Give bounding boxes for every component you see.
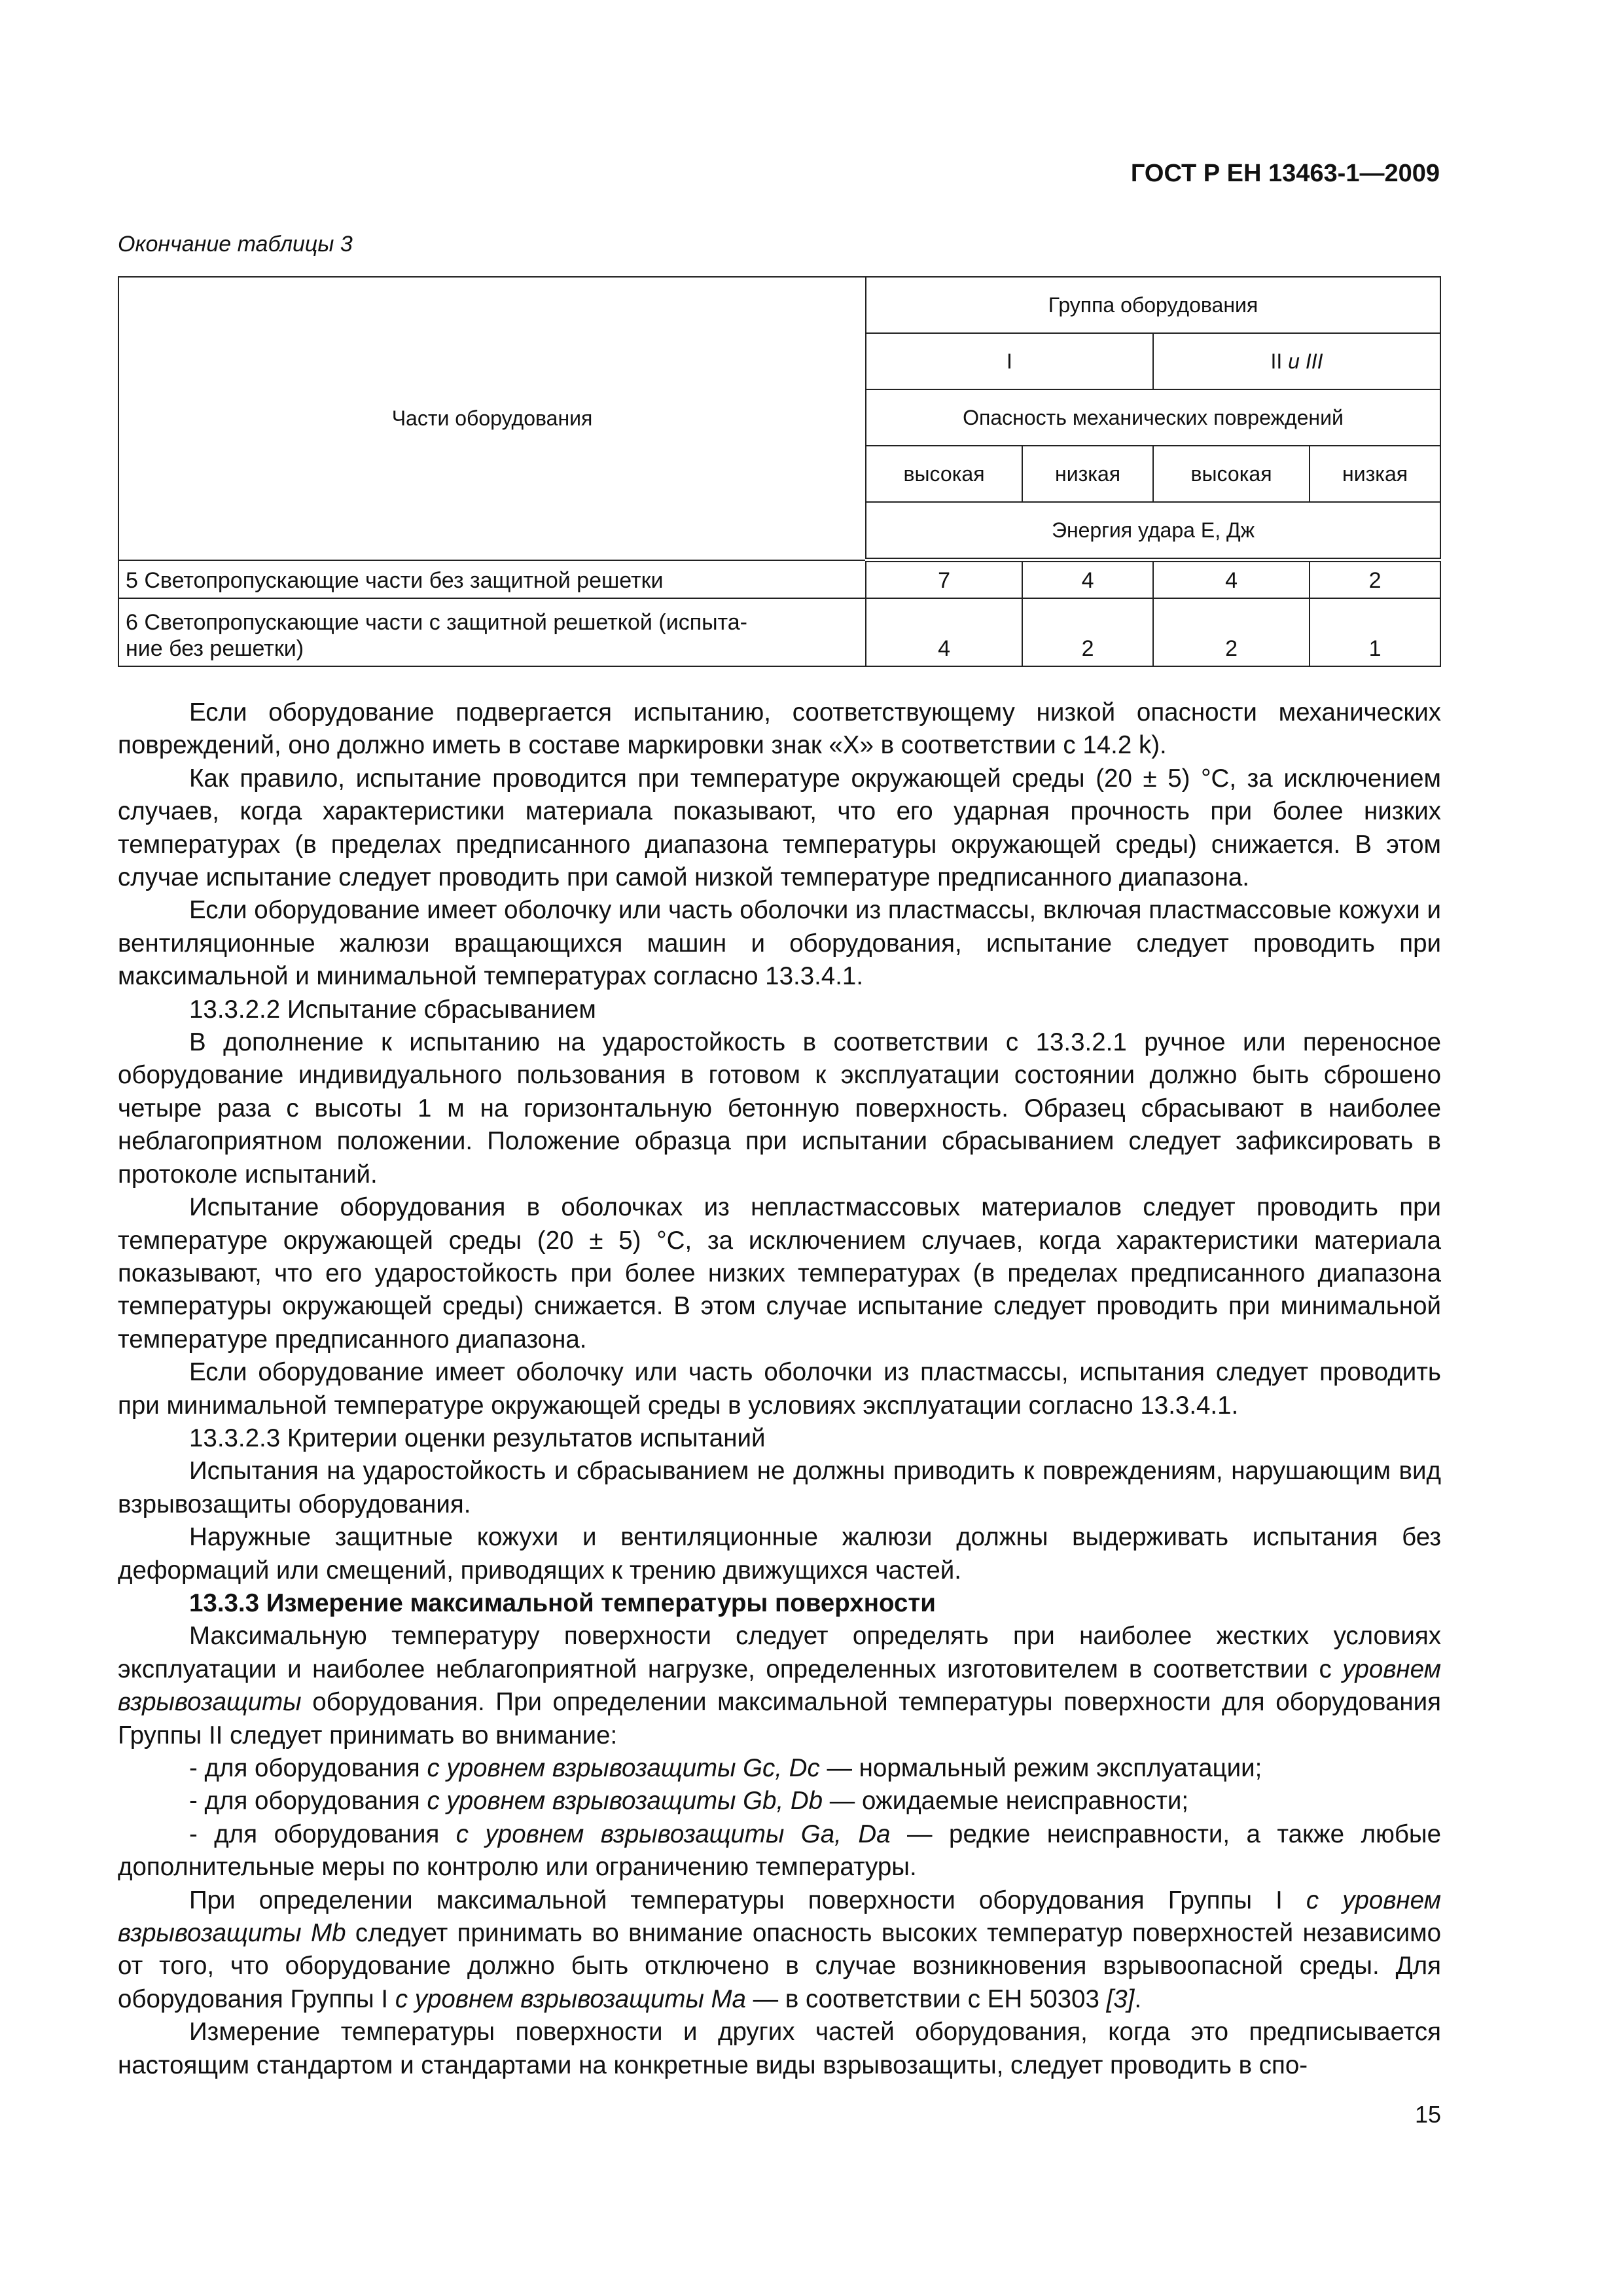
value-cell: 2 bbox=[1310, 560, 1440, 599]
document-code: ГОСТ Р ЕН 13463-1—2009 bbox=[1130, 160, 1440, 187]
paragraph: Испытания на ударостойкость и сбрасыванием не должны приводить к повреждениям, нарушающим вид взрывозащиты оборудования. bbox=[118, 1457, 1441, 1518]
paragraph: Если оборудование имеет оболочку или часть оболочки из пластмассы, включая пластмассовые кожухи и вентиляционные жалюзи вращающихся машин и оборудования, испытание следует проводить при максимальной и минимальной температурах согласно 13.3.4.1. bbox=[118, 896, 1441, 991]
paragraph: Испытание оборудования в оболочках из непластмассовых материалов следует проводить при температуре окружающей среды (20 ± 5) °С, за исключением случаев, когда характеристики материала показывают, что его ударостойкость при более низких температурах (в пределах предписанного диапазона температуры окружающей среды) снижается. В этом случае испытание следует проводить при минимальной температуре предписанного диапазона. bbox=[118, 1193, 1441, 1354]
value-cell: 7 bbox=[866, 560, 1022, 599]
hazard-header: Опасность механических повреждений bbox=[866, 389, 1440, 446]
level-low-cell: низкая bbox=[1022, 446, 1153, 502]
list-item: - для оборудования с уровнем взрывозащиты Ga, Da — редкие неисправности, а также любые дополнительные меры по контролю или ограничению температуры. bbox=[118, 1820, 1441, 1882]
value-cell: 4 bbox=[1022, 560, 1153, 599]
paragraph: В дополнение к испытанию на ударостойкость в соответствии с 13.3.2.1 ручное или переносное оборудование индивидуального пользования в готовом к эксплуатации состоянии должно быть сброшено четыре раза с высоты 1 м на горизонтальную бетонную поверхность. Образец сбрасывают в наиболее неблагоприятном положении. Положение образца при испытании сбрасыванием следует зафиксировать в протоколе испытаний. bbox=[118, 1028, 1441, 1189]
level-high-cell: высокая bbox=[866, 446, 1022, 502]
paragraph: Если оборудование имеет оболочку или часть оболочки из пластмассы, испытания следует проводить при минимальной температуре окружающей среды в условиях эксплуатации согласно 13.3.4.1. bbox=[118, 1358, 1441, 1420]
page-number: 15 bbox=[1414, 2101, 1441, 2128]
section-heading: 13.3.3 Измерение максимальной температуры поверхности bbox=[189, 1588, 936, 1617]
group-i-header: I bbox=[866, 333, 1153, 389]
group-ii-iii-header: II и III bbox=[1153, 333, 1440, 389]
table-caption: Окончание таблицы 3 bbox=[118, 232, 353, 257]
list-item: - для оборудования с уровнем взрывозащиты Gc, Dc — нормальный режим эксплуатации; bbox=[189, 1754, 1262, 1782]
paragraph: Как правило, испытание проводится при температуре окружающей среды (20 ± 5) °С, за исключением случаев, когда характеристики материала показывают, что его ударная прочность при более низких температурах (в пределах предписанного диапазона температуры окружающей среды) снижается. В этом случае испытание следует проводить при самой низкой температуре предписанного диапазона. bbox=[118, 764, 1441, 892]
table-row bbox=[118, 560, 1440, 599]
value-cell: 4 bbox=[1153, 560, 1310, 599]
value-cell: 4 bbox=[866, 598, 1022, 666]
body-text bbox=[118, 696, 1441, 2082]
table-row bbox=[118, 598, 1440, 666]
paragraph: При определении максимальной температуры поверхности оборудования Группы I с уровнем взрывозащиты Mb следует принимать во внимание опасность высоких температур поверхностей независимо от того, что оборудование должно быть отключено в случае возникновения взрывоопасной среды. Для оборудования Группы I с уровнем взрывозащиты Ma — в соответствии с ЕН 50303 [3]. bbox=[118, 1886, 1441, 2013]
paragraph: Измерение температуры поверхности и других частей оборудования, когда это предписывается настоящим стандартом и стандартами на конкретные виды взрывозащиты, следует проводить в спо- bbox=[118, 2018, 1441, 2079]
row-name-cell: 5 Светопропускающие части без защитной решетки bbox=[118, 560, 866, 599]
row-name-cell: 6 Светопропускающие части с защитной решеткой (испыта- ние без решетки) bbox=[118, 598, 866, 666]
paragraph: Максимальную температуру поверхности следует определять при наиболее жестких условиях эксплуатации и наиболее неблагоприятной нагрузке, определенных изготовителем в соответствии с уровнем взрывозащиты оборудования. При определении максимальной температуры поверхности для оборудования Группы II следует принимать во внимание: bbox=[118, 1622, 1441, 1749]
group-header: Группа оборудования bbox=[866, 277, 1440, 333]
level-low-cell: низкая bbox=[1310, 446, 1440, 502]
paragraph: Наружные защитные кожухи и вентиляционные жалюзи должны выдерживать испытания без деформаций или смещений, приводящих к трению движущихся частей. bbox=[118, 1523, 1441, 1585]
value-cell: 1 bbox=[1310, 598, 1440, 666]
parts-column-header: Части оборудования bbox=[118, 277, 866, 560]
impact-energy-table bbox=[118, 276, 1441, 667]
level-high-cell: высокая bbox=[1153, 446, 1310, 502]
subsection-heading: 13.3.2.3 Критерии оценки результатов испытаний bbox=[189, 1424, 766, 1452]
list-item: - для оборудования с уровнем взрывозащиты Gb, Db — ожидаемые неисправности; bbox=[189, 1787, 1189, 1816]
value-cell: 2 bbox=[1153, 598, 1310, 666]
subsection-heading: 13.3.2.2 Испытание сбрасыванием bbox=[189, 995, 596, 1024]
paragraph: Если оборудование подвергается испытанию, соответствующему низкой опасности механических повреждений, оно должно иметь в составе маркировки знак «X» в соответствии с 14.2 k). bbox=[118, 698, 1441, 760]
energy-header: Энергия удара E, Дж bbox=[866, 502, 1440, 560]
value-cell: 2 bbox=[1022, 598, 1153, 666]
